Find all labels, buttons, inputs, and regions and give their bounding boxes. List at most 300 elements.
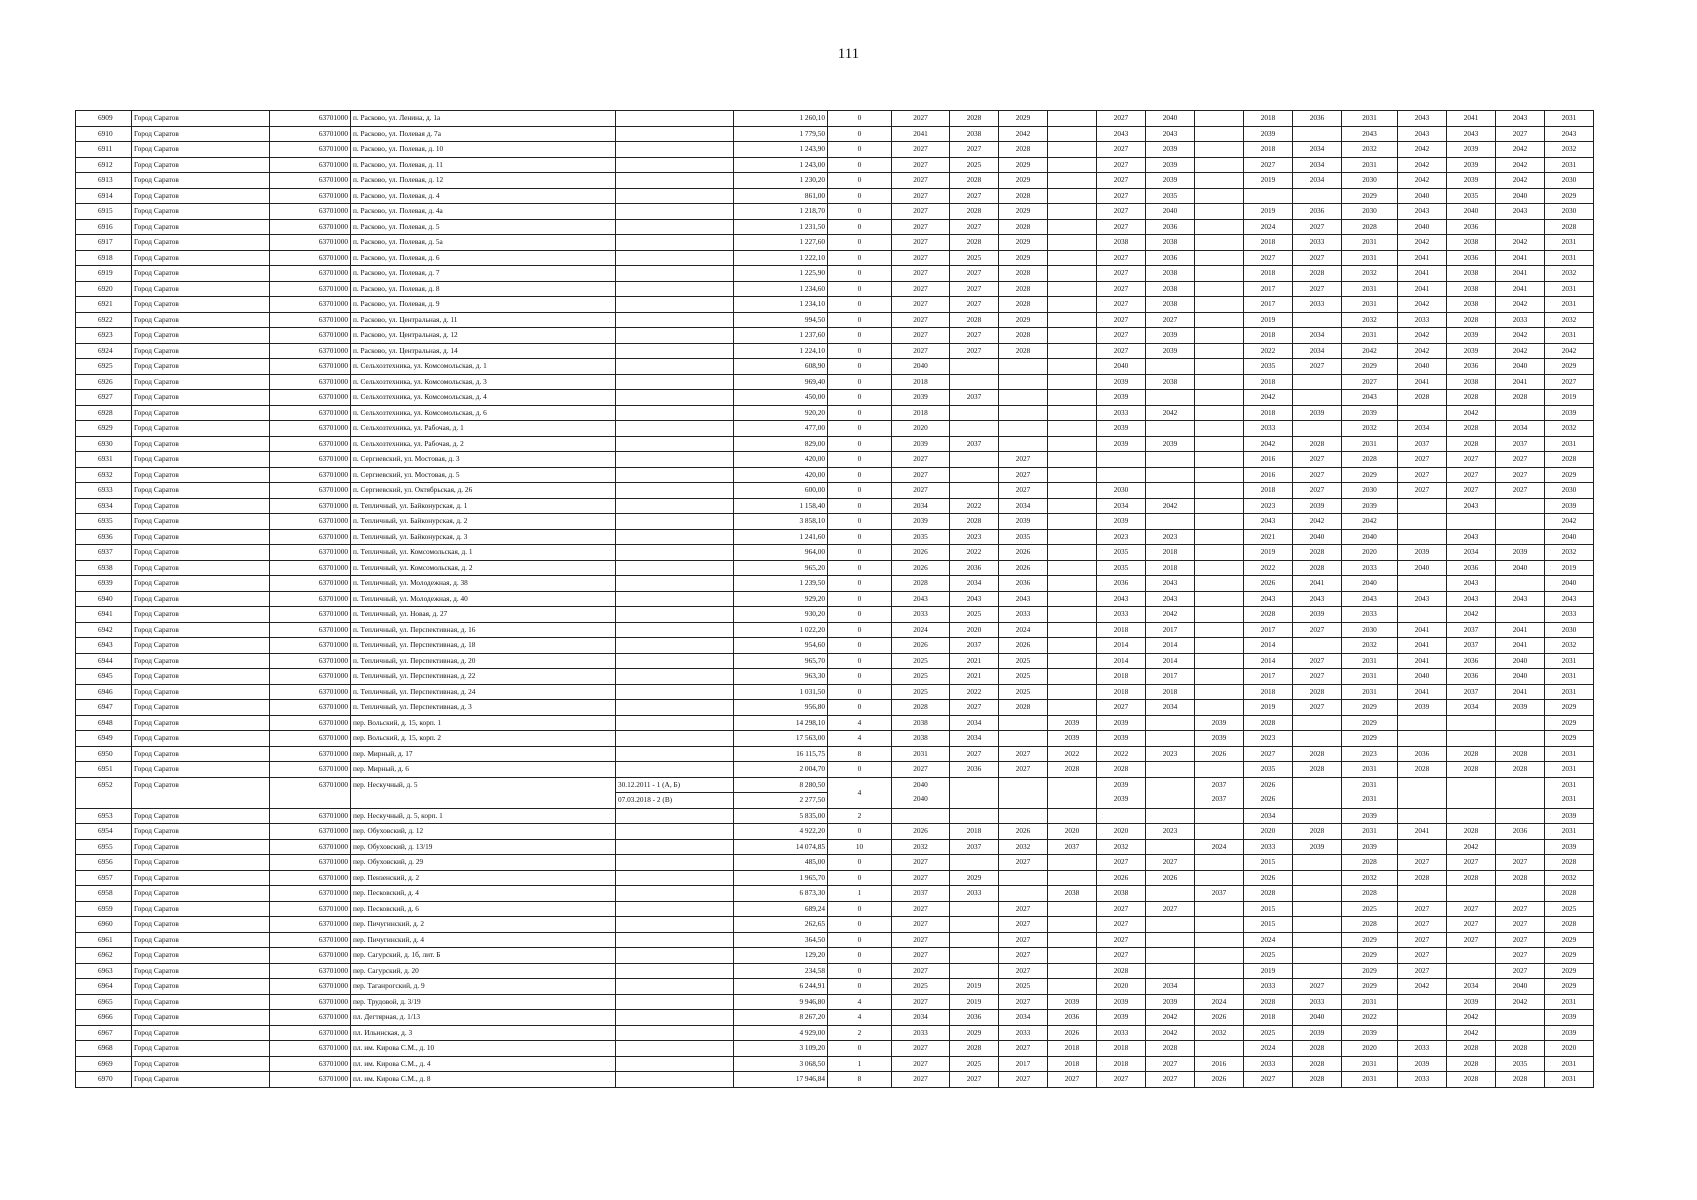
row-number: 6945 [76,669,132,685]
oktmo-cell: 63701000 [270,359,351,375]
city-cell: Город Саратов [132,545,270,561]
year-cell: 2038 [1447,297,1496,313]
city-cell: Город Саратов [132,1041,270,1057]
year-cell: 2028 [1244,607,1293,623]
year-cell: 2027 [892,1072,950,1088]
year-cell: 2027 [1097,250,1146,266]
year-cell: 2040 [1545,576,1594,592]
year-cell: 2031 [1545,436,1594,452]
year-cell: 2042 [1398,235,1447,251]
address-cell: п. Сельхозтехника, ул. Рабочая, д. 2 [351,436,616,452]
table-row [76,421,1594,437]
year-cell: 2027 [1048,1072,1097,1088]
year-cell: 2034 [1447,979,1496,995]
year-line: 2037 [1211,779,1227,789]
year-cell [950,483,999,499]
address-cell: п. Тепличный, ул. Байконурская, д. 2 [351,514,616,530]
year-cell: 2019 [1244,963,1293,979]
row-number: 6926 [76,374,132,390]
year-cell [999,731,1048,747]
table-row [76,669,1594,685]
elevator-count-cell: 4 [828,715,892,731]
elevator-count-cell: 0 [828,173,892,189]
year-cell: 2033 [892,1025,950,1041]
table-row [76,901,1594,917]
area-cell: 1 237,60 [734,328,828,344]
year-cell: 2027 [892,343,950,359]
area-cell: 16 115,75 [734,746,828,762]
year-cell: 2043 [1447,576,1496,592]
year-cell: 2027 [1146,901,1195,917]
year-cell [1447,886,1496,902]
year-cell: 2027 [950,1072,999,1088]
year-cell: 2027 [1496,126,1545,142]
year-cell: 2042 [1146,607,1195,623]
year-cell: 2031 [892,746,950,762]
year-cell [1293,390,1342,406]
row-number: 6921 [76,297,132,313]
year-cell: 2034 [1293,157,1342,173]
year-cell: 2029 [1545,467,1594,483]
oktmo-cell: 63701000 [270,1010,351,1026]
year-cell [1293,855,1342,871]
privatization-date-cell [616,297,734,313]
address-cell: пер. Обуховский, д. 29 [351,855,616,871]
year-cell: 2028 [1293,436,1342,452]
table-row [76,963,1594,979]
year-cell: 2028 [1545,452,1594,468]
year-cell [1398,529,1447,545]
year-cell: 2042 [1244,390,1293,406]
year-cell: 2032 [1195,1025,1244,1041]
year-cell: 2038 [1097,886,1146,902]
address-cell: п. Тепличный, ул. Комсомольская, д. 2 [351,560,616,576]
year-cell: 2014 [1244,653,1293,669]
year-cell [1048,328,1097,344]
privatization-date-cell [616,886,734,902]
year-cell: 2039 [1545,808,1594,824]
year-cell [1195,762,1244,778]
year-line [1447,778,1495,793]
elevator-count-cell: 0 [828,824,892,840]
year-cell [1293,870,1342,886]
year-cell: 2018 [950,824,999,840]
table-row [76,855,1594,871]
elevator-count-cell: 0 [828,343,892,359]
address-cell: п. Расково, ул. Полевая д. 7а [351,126,616,142]
year-cell: 2027 [892,281,950,297]
year-cell: 2028 [1496,762,1545,778]
year-cell: 2027 [999,855,1048,871]
year-cell: 2022 [1244,343,1293,359]
elevator-count-cell: 0 [828,932,892,948]
year-cell [1496,839,1545,855]
year-cell: 2015 [1244,901,1293,917]
year-cell [1398,839,1447,855]
year-line: 2031 [1561,794,1577,803]
year-cell: 2028 [950,1041,999,1057]
year-cell [999,374,1048,390]
year-cell: 2039 [1447,343,1496,359]
year-cell: 2027 [999,452,1048,468]
year-cell: 2027 [950,281,999,297]
year-cell: 2036 [950,1010,999,1026]
year-cell [1293,638,1342,654]
oktmo-cell: 63701000 [270,219,351,235]
year-cell: 2028 [892,576,950,592]
area-cell: 17 563,00 [734,731,828,747]
year-cell: 2038 [1447,374,1496,390]
oktmo-cell: 63701000 [270,1056,351,1072]
row-number: 6915 [76,204,132,220]
area-cell: 608,90 [734,359,828,375]
year-cell: 2029 [999,204,1048,220]
city-cell: Город Саратов [132,1025,270,1041]
address-cell: пер. Обуховский, д. 12 [351,824,616,840]
year-cell: 2042 [1146,1010,1195,1026]
privatization-date-cell [616,948,734,964]
year-cell: 2037 [1447,622,1496,638]
year-cell: 2027 [892,917,950,933]
year-cell: 2032 [1545,638,1594,654]
year-cell: 2033 [1244,421,1293,437]
year-cell: 2025 [892,684,950,700]
privatization-date-cell [616,436,734,452]
table-row [76,808,1594,824]
year-cell: 2025 [999,653,1048,669]
city-cell: Город Саратов [132,591,270,607]
year-cell: 2027 [999,467,1048,483]
year-cell [1293,715,1342,731]
year-cell: 2029 [999,157,1048,173]
year-cell [1195,932,1244,948]
privatization-date-cell [616,917,734,933]
address-cell: пер. Трудовой, д. 3/19 [351,994,616,1010]
area-cell: 1 243,00 [734,157,828,173]
privatization-date-cell [616,1041,734,1057]
year-cell [1398,405,1447,421]
table-row [76,467,1594,483]
year-cell: 2035 [892,529,950,545]
elevator-count-cell: 0 [828,591,892,607]
year-cell: 2027 [1293,979,1342,995]
elevator-count-cell: 0 [828,498,892,514]
row-number: 6920 [76,281,132,297]
year-cell: 2033 [1545,607,1594,623]
year-cell [1195,250,1244,266]
year-cell [1195,390,1244,406]
row-number: 6940 [76,591,132,607]
year-cell: 2027 [892,219,950,235]
address-cell: п. Сельхозтехника, ул. Комсомольская, д. 6 [351,405,616,421]
year-cell: 2031 [1342,250,1398,266]
year-cell: 2039 [892,436,950,452]
year-cell: 2029 [1342,188,1398,204]
year-cell [1496,777,1545,808]
row-number: 6961 [76,932,132,948]
year-cell [1048,777,1097,808]
year-cell: 2038 [892,715,950,731]
year-cell [1048,948,1097,964]
table-row [76,514,1594,530]
privatization-date-cell [616,390,734,406]
area-cell: 4 929,00 [734,1025,828,1041]
year-cell: 2028 [1447,824,1496,840]
year-cell [1398,1025,1447,1041]
year-cell: 2028 [1293,545,1342,561]
oktmo-cell: 63701000 [270,529,351,545]
year-cell: 2043 [1146,591,1195,607]
elevator-count-cell: 0 [828,979,892,995]
year-cell: 2028 [1293,762,1342,778]
year-cell: 2033 [1097,405,1146,421]
year-cell: 2027 [892,948,950,964]
year-cell: 2028 [999,700,1048,716]
year-cell [1195,436,1244,452]
year-cell [1496,529,1545,545]
privatization-date-cell [616,932,734,948]
year-cell: 2027 [1244,1072,1293,1088]
year-cell: 2039 [1195,715,1244,731]
year-cell: 2033 [1244,839,1293,855]
housing-program-table [75,110,1594,1088]
area-cell: 969,40 [734,374,828,390]
address-cell: пл. Дегтярная, д. 1/13 [351,1010,616,1026]
year-cell: 2032 [1342,870,1398,886]
year-cell: 2027 [1398,932,1447,948]
year-cell: 2042 [1293,514,1342,530]
year-cell [1195,173,1244,189]
year-cell: 2027 [892,250,950,266]
city-cell: Город Саратов [132,808,270,824]
row-number: 6918 [76,250,132,266]
year-cell: 2028 [1293,746,1342,762]
year-cell: 2043 [1398,111,1447,127]
year-cell: 2036 [1447,250,1496,266]
year-cell: 2030 [1545,483,1594,499]
year-cell [892,808,950,824]
table-row [76,126,1594,142]
area-cell: 8 267,20 [734,1010,828,1026]
address-cell: п. Сельхозтехника, ул. Комсомольская, д. 4 [351,390,616,406]
year-cell: 2042 [1398,173,1447,189]
year-cell: 2029 [999,312,1048,328]
year-cell: 2039 [1146,994,1195,1010]
table-row [76,824,1594,840]
year-cell: 2028 [950,173,999,189]
year-cell: 2017 [999,1056,1048,1072]
year-cell: 2025 [1342,901,1398,917]
privatization-date-cell [616,157,734,173]
city-cell: Город Саратов [132,1072,270,1088]
year-cell: 2020 [1097,979,1146,995]
year-cell: 2036 [1447,560,1496,576]
year-cell: 2025 [950,1056,999,1072]
year-cell: 2027 [1293,669,1342,685]
year-line [950,792,998,807]
year-cell: 2028 [1398,870,1447,886]
year-cell: 2036 [1293,111,1342,127]
row-number: 6925 [76,359,132,375]
row-number: 6965 [76,994,132,1010]
year-cell: 2031 [1545,281,1594,297]
oktmo-cell: 63701000 [270,684,351,700]
year-line: 2039 [1113,794,1129,803]
privatization-date-cell [616,374,734,390]
year-cell [1146,963,1195,979]
privatization-date-cell [616,529,734,545]
year-cell: 2027 [1097,219,1146,235]
table-row [76,405,1594,421]
year-cell: 2040 [1398,669,1447,685]
area-cell: 485,00 [734,855,828,871]
area-cell: 1 239,50 [734,576,828,592]
year-cell: 2043 [1545,126,1594,142]
year-cell: 2034 [1146,700,1195,716]
privatization-date-cell [616,204,734,220]
address-cell: п. Тепличный, ул. Перспективная, д. 24 [351,684,616,700]
privatization-date-cell [616,979,734,995]
year-cell [1398,576,1447,592]
year-cell: 2038 [1146,235,1195,251]
year-cell: 2019 [950,979,999,995]
year-cell: 2028 [950,204,999,220]
year-cell: 2014 [1146,653,1195,669]
year-cell: 2020 [1097,824,1146,840]
year-cell: 2039 [1097,731,1146,747]
year-cell [1195,700,1244,716]
year-cell: 2020 [1545,1041,1594,1057]
city-cell: Город Саратов [132,839,270,855]
year-cell: 2026 [892,560,950,576]
year-cell: 2043 [999,591,1048,607]
year-line [1048,778,1096,793]
year-cell: 2027 [1146,855,1195,871]
year-cell: 2028 [1097,762,1146,778]
row-number: 6962 [76,948,132,964]
year-cell: 2038 [1146,281,1195,297]
oktmo-cell: 63701000 [270,204,351,220]
year-cell: 2031 [1342,653,1398,669]
year-cell: 2027 [950,219,999,235]
oktmo-cell: 63701000 [270,994,351,1010]
year-cell: 2019 [950,994,999,1010]
year-cell [950,917,999,933]
address-cell: пер. Вольский, д. 15, корп. 1 [351,715,616,731]
year-cell [1048,250,1097,266]
row-number: 6955 [76,839,132,855]
year-cell: 2042 [1496,343,1545,359]
year-cell [1195,297,1244,313]
address-cell: пер. Мирный, д. 17 [351,746,616,762]
row-number: 6934 [76,498,132,514]
year-cell [1048,312,1097,328]
elevator-count-cell: 1 [828,1056,892,1072]
year-cell: 2028 [950,111,999,127]
area-cell: 1 222,10 [734,250,828,266]
year-cell [1496,731,1545,747]
elevator-count-cell: 0 [828,700,892,716]
year-cell: 2031 [1545,824,1594,840]
city-cell: Город Саратов [132,390,270,406]
year-cell [1048,111,1097,127]
year-cell: 2027 [892,204,950,220]
elevator-count-cell: 0 [828,452,892,468]
year-cell: 2027 [1097,901,1146,917]
city-cell: Город Саратов [132,979,270,995]
elevator-count-cell: 8 [828,1072,892,1088]
year-cell: 2041 [1398,653,1447,669]
year-cell [1496,514,1545,530]
row-number: 6931 [76,452,132,468]
year-cell: 2030 [1545,173,1594,189]
year-cell: 2035 [1447,188,1496,204]
row-number: 6953 [76,808,132,824]
table-row [76,979,1594,995]
year-cell [1195,359,1244,375]
table-row [76,870,1594,886]
year-cell [1146,839,1195,855]
year-cell: 2038 [1146,297,1195,313]
elevator-count-cell: 0 [828,669,892,685]
year-cell: 2028 [1293,1072,1342,1088]
year-cell: 2033 [999,1025,1048,1041]
area-cell: 14 074,85 [734,839,828,855]
year-cell [950,374,999,390]
area-cell: 17 946,84 [734,1072,828,1088]
year-cell: 2018 [1244,266,1293,282]
year-cell: 2036 [1097,576,1146,592]
year-cell: 2035 [999,529,1048,545]
year-cell: 2027 [892,762,950,778]
year-cell: 2029 [1545,715,1594,731]
year-cell: 2027 [1496,483,1545,499]
year-cell: 2040 [1398,560,1447,576]
year-cell: 2019 [1244,173,1293,189]
year-cell [1048,514,1097,530]
address-cell: п. Тепличный, ул. Перспективная, д. 20 [351,653,616,669]
table-row [76,157,1594,173]
year-cell: 2014 [1097,653,1146,669]
city-cell: Город Саратов [132,312,270,328]
privatization-date-cell [616,870,734,886]
year-cell: 2043 [1447,529,1496,545]
oktmo-cell: 63701000 [270,343,351,359]
elevator-count-cell: 0 [828,483,892,499]
elevator-count-cell: 0 [828,219,892,235]
table-row [76,545,1594,561]
area-cell: 1 779,50 [734,126,828,142]
row-number: 6929 [76,421,132,437]
oktmo-cell: 63701000 [270,777,351,808]
privatization-date-cell [616,111,734,127]
table-row [76,390,1594,406]
year-cell: 2043 [1398,126,1447,142]
privatization-date-cell [616,545,734,561]
elevator-count-cell: 0 [828,467,892,483]
year-cell [1398,498,1447,514]
year-cell: 2031 [1545,994,1594,1010]
year-cell: 2039 [999,514,1048,530]
address-cell: п. Тепличный, ул. Перспективная, д. 3 [351,700,616,716]
year-cell: 2033 [1398,312,1447,328]
year-cell [1048,343,1097,359]
page-number: 111 [837,46,860,62]
city-cell: Город Саратов [132,917,270,933]
year-line [999,792,1047,807]
year-cell [1048,607,1097,623]
address-cell: п. Тепличный, ул. Перспективная, д. 18 [351,638,616,654]
